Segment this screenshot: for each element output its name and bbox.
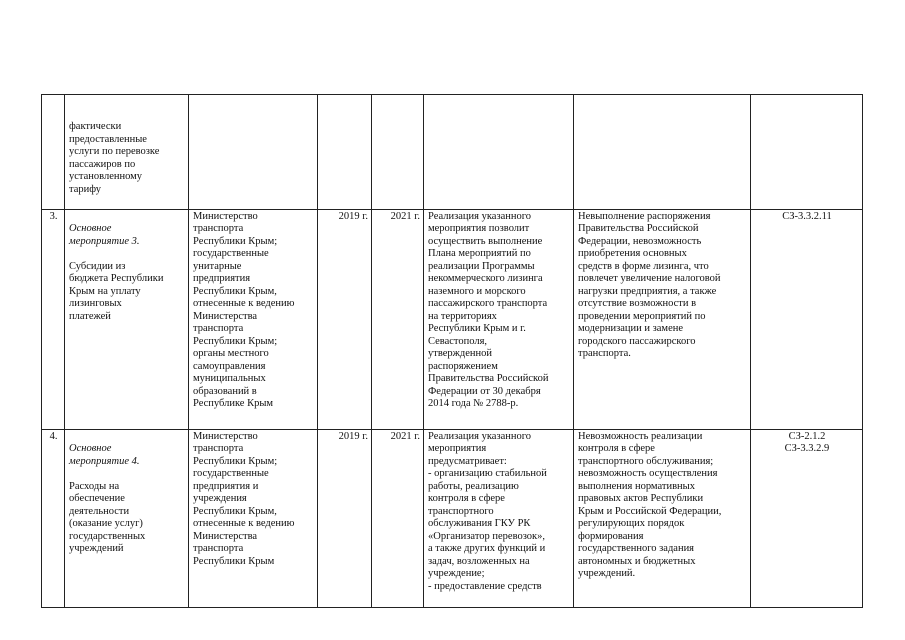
event-cell [65, 95, 189, 210]
event-text: фактически предоставленные услуги по перевозке пассажиров по установленному тарифу [69, 121, 160, 195]
consequences-cell: Невозможность реализации контроля в сфере транспортного обслуживания; невозможность осуществления выполнения нормативных правовых актов Республики Крым и Российской Федерации, регулирующих порядок формирования государственного задания автономных и бюджетных учреждений. [574, 429, 751, 607]
event-text: Субсидии из бюджета Республики Крым на уплату лизинговых платежей [69, 260, 164, 322]
row-number: 4. [42, 429, 65, 607]
row-number [42, 95, 65, 210]
event-title: Основное мероприятие 3. [69, 223, 140, 247]
consequences-cell: Невыполнение распоряжения Правительства Российской Федерации, невозможность приобретения основных средств в форме лизинга, что повлечет увеличение налоговой нагрузки предприятия, а также отсутствие возможности в проведении мероприятий по модернизации и замене городского пассажирского транспорта. [574, 209, 751, 429]
event-title: Основное мероприятие 4. [69, 443, 140, 467]
start-year-cell: 2019 г. [318, 429, 372, 607]
end-year-cell: 2021 г. [372, 429, 424, 607]
table-row [42, 429, 863, 607]
indicator-cell: СЗ-3.3.2.11 [751, 209, 863, 429]
table-row [42, 95, 863, 210]
start-year-cell [318, 95, 372, 210]
executor-cell [189, 95, 318, 210]
end-year-cell [372, 95, 424, 210]
end-year-cell: 2021 г. [372, 209, 424, 429]
result-cell: Реализация указанного мероприятия предусматривает: - организацию стабильной работы, реализацию контроля в сфере транспортного обслуживания ГКУ РК «Организатор перевозок», а также других функций и задач, возложенных на учреждение; - предоставление средств [424, 429, 574, 607]
start-year-cell: 2019 г. [318, 209, 372, 429]
executor-cell: Министерство транспорта Республики Крым; государственные предприятия и учреждения Республики Крым, отнесенные к ведению Министерства транспорта Республики Крым [189, 429, 318, 607]
event-cell [65, 429, 189, 607]
table-row [42, 209, 863, 429]
event-text: Расходы на обеспечение деятельности (оказание услуг) государственных учреждений [69, 480, 146, 554]
result-cell [424, 95, 574, 210]
result-cell: Реализация указанного мероприятия позволит осуществить выполнение Плана мероприятий по реализации Программы некоммерческого лизинга наземного и морского пассажирского транспорта на территориях Республики Крым и г. Севастополя, утвержденной распоряжением Правительства Российской Федерации от 30 декабря 2014 года № 2788-р. [424, 209, 574, 429]
consequences-cell [574, 95, 751, 210]
indicator-cell [751, 95, 863, 210]
event-cell [65, 209, 189, 429]
executor-cell: Министерство транспорта Республики Крым; государственные унитарные предприятия Республики Крым, отнесенные к ведению Министерства транспорта Республики Крым; органы местного самоуправления муниципальных образований в Республике Крым [189, 209, 318, 429]
indicator-cell: СЗ-2.1.2 СЗ-3.3.2.9 [751, 429, 863, 607]
program-activities-table [41, 94, 863, 608]
row-number: 3. [42, 209, 65, 429]
